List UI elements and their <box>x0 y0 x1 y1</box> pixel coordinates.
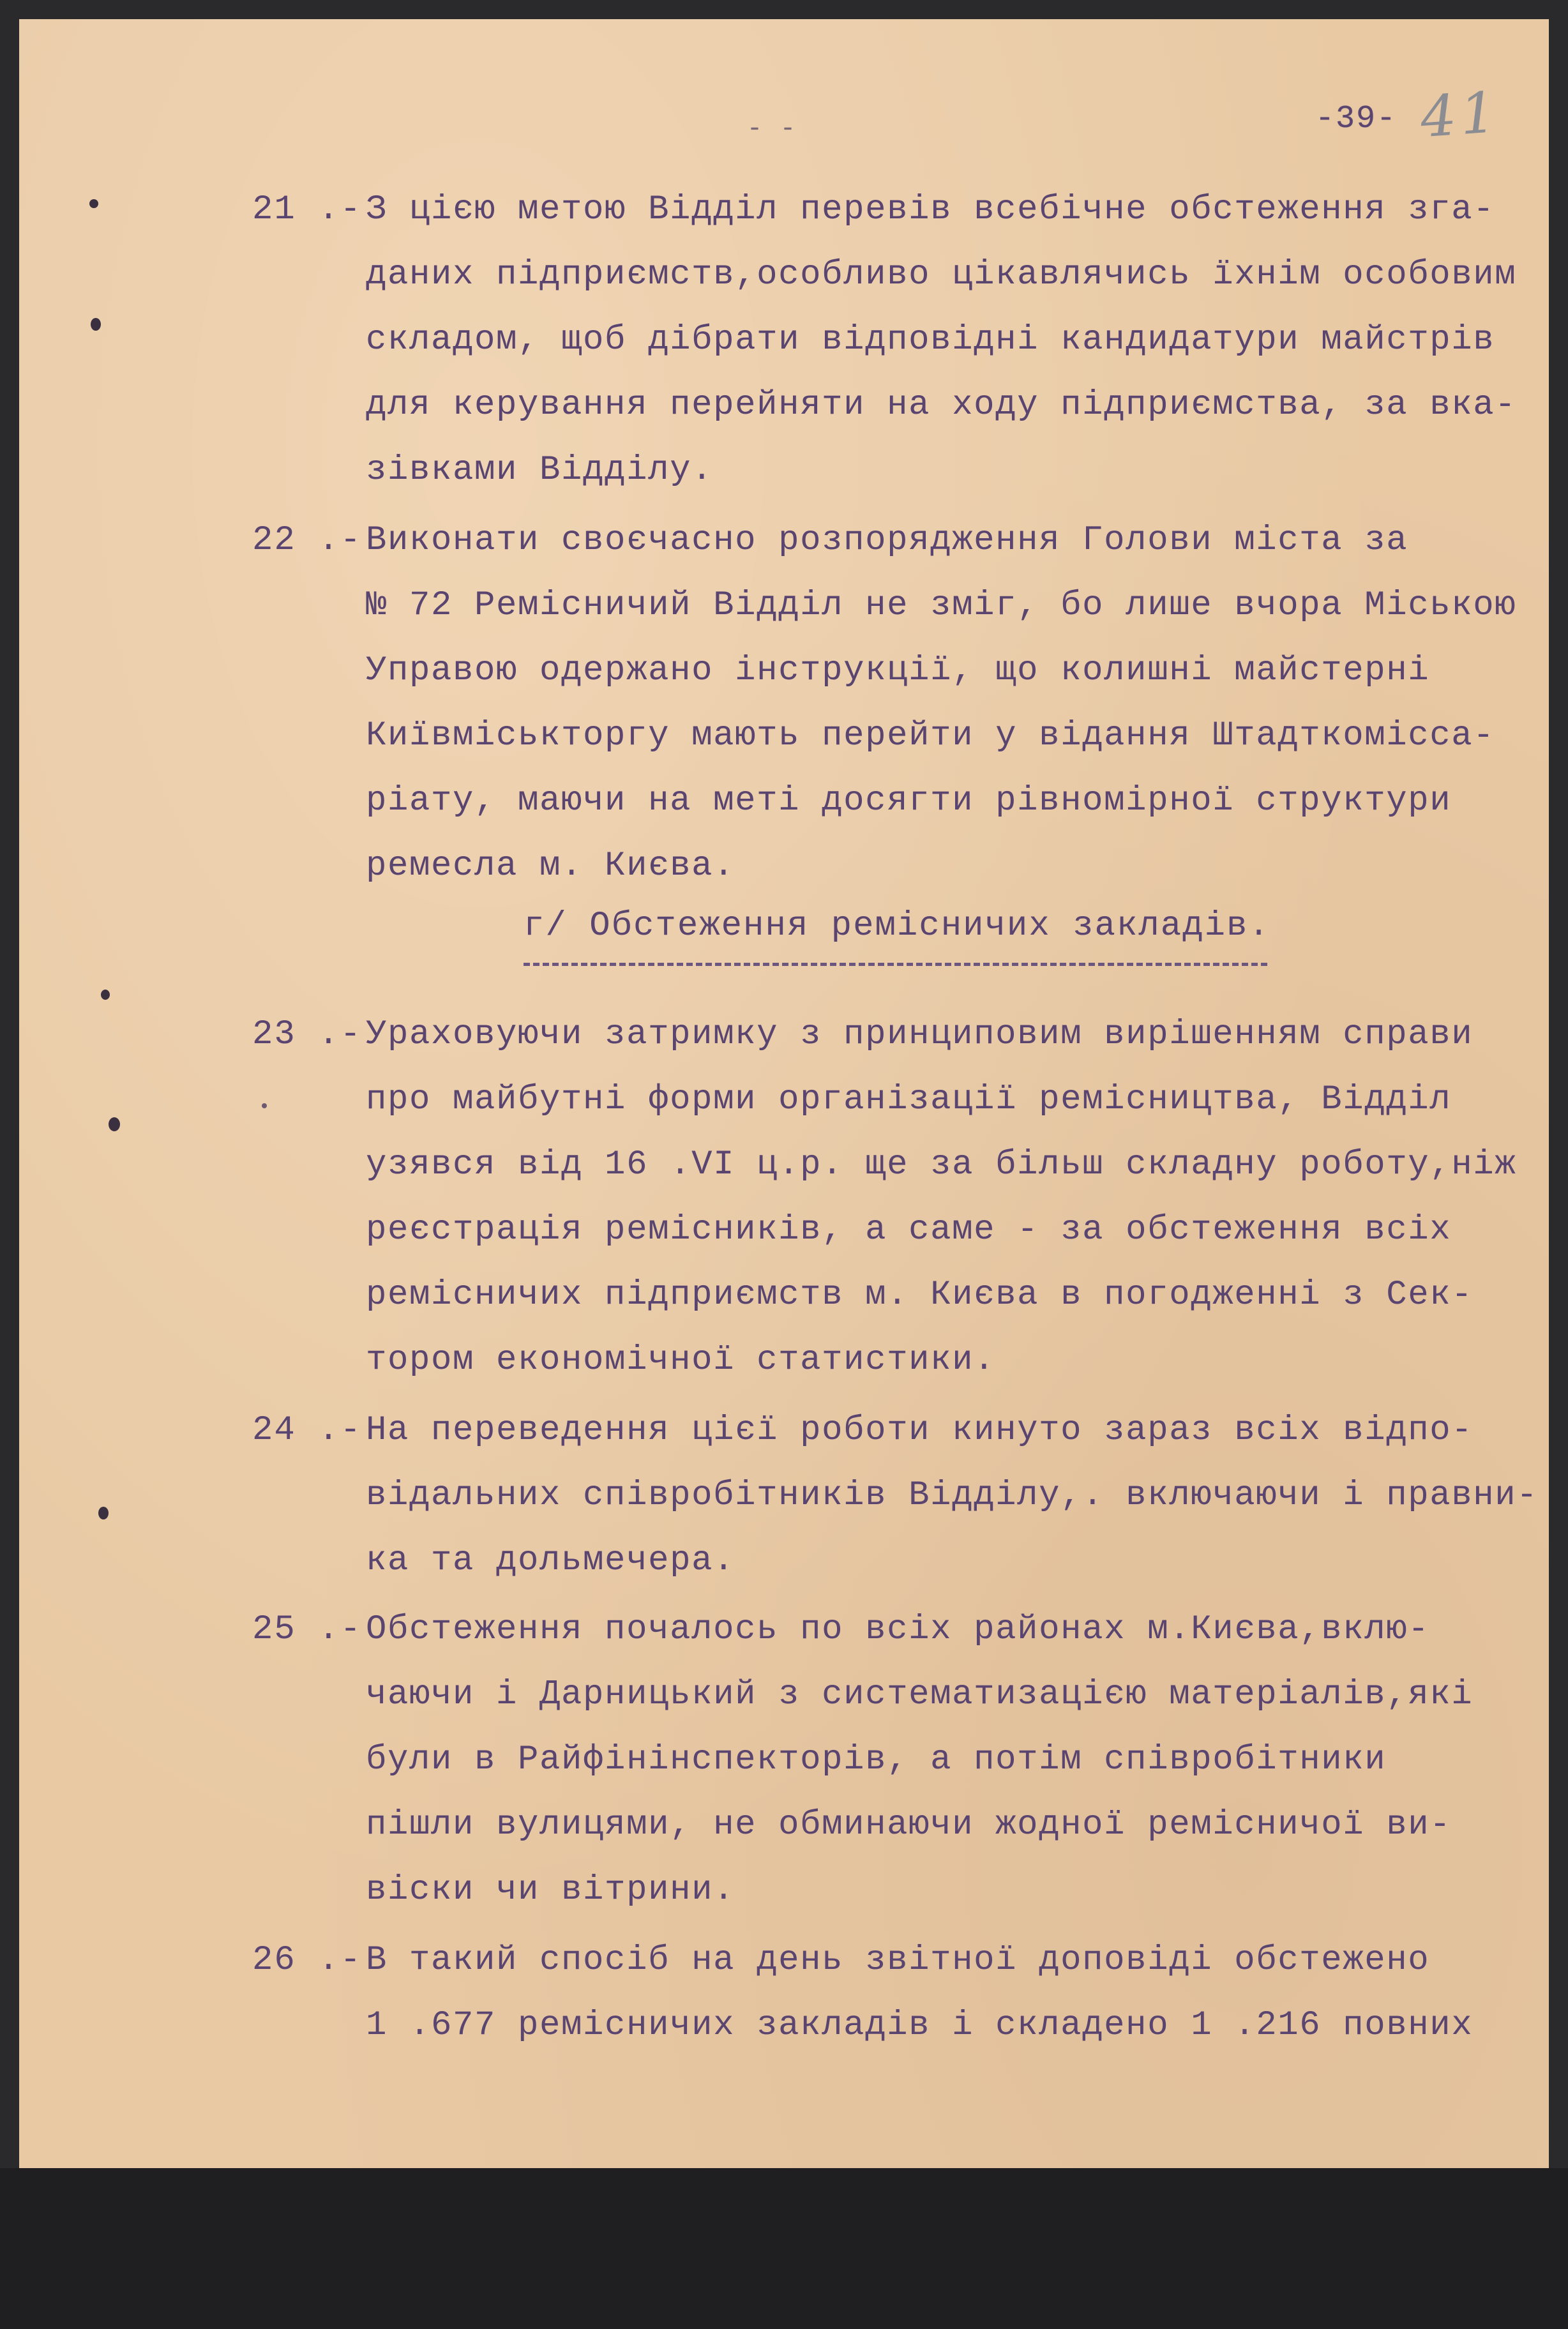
text-line: складом, щоб дібрати відповідні кандидатури майстрів <box>366 320 1495 359</box>
paper-speck <box>98 1507 109 1519</box>
paper-speck <box>89 199 98 208</box>
text-line: віски чи вітрини. <box>366 1871 735 1910</box>
text-line: Київміськторгу мають перейти у відання Штадткомісса- <box>366 716 1495 755</box>
text-line: ремесла м. Києва. <box>366 847 735 886</box>
text-line: узявся від 16 .VI ц.р. ще за більш складну роботу,ніж <box>366 1145 1517 1184</box>
paragraph-number: 26 .- <box>252 1941 363 1980</box>
paragraph-text <box>366 1941 1553 2071</box>
top-dash-mark: - - <box>747 115 797 144</box>
paragraph-text <box>366 1411 1553 1606</box>
text-line: На переведення цієї роботи кинуто зараз всіх відпо- <box>366 1411 1474 1450</box>
section-heading: г/ Обстеження ремісничих закладів. <box>524 907 1270 946</box>
text-line: ремісничих підприємств м. Києва в погодженні з Сек- <box>366 1276 1474 1315</box>
text-line: реєстрація ремісників, а саме - за обстеження всіх <box>366 1210 1452 1249</box>
text-line: 1 .677 ремісничих закладів і складено 1 .216 повних <box>366 2006 1474 2045</box>
text-line: ріату, маючи на меті досягти рівномірної структури <box>366 781 1452 820</box>
text-line: були в Райфінінспекторів, а потім співробітники <box>366 1740 1387 1779</box>
text-line: Управою одержано інструкції, що колишні майстерні <box>366 651 1430 690</box>
text-line: чаючи і Дарницький з систематизацією матеріалів,які <box>366 1675 1474 1714</box>
scan-background <box>0 2168 1568 2329</box>
paragraph-text <box>366 190 1553 516</box>
text-line: Обстеження почалось по всіх районах м.Києва,вклю- <box>366 1610 1430 1649</box>
document-page <box>19 19 1549 2168</box>
text-line: пішли вулицями, не обминаючи жодної ремісничої ви- <box>366 1805 1452 1844</box>
paragraph-text <box>366 1610 1553 1936</box>
text-line: даних підприємств,особливо цікавлячись їхнім особовим <box>366 255 1517 294</box>
text-line: зівками Відділу. <box>366 451 714 490</box>
paragraph-number: 24 .- <box>252 1411 363 1450</box>
text-line: відальних співробітників Відділу,. включаючи і правни- <box>366 1476 1539 1515</box>
text-line: Виконати своєчасно розпорядження Голови міста за <box>366 521 1408 560</box>
paper-speck <box>101 990 110 1000</box>
paragraph-number: 25 .- <box>252 1610 363 1649</box>
text-line: З цією метою Відділ перевів всебічне обстеження зга- <box>366 190 1495 229</box>
paper-speck <box>109 1117 120 1131</box>
paragraph-number: 22 .- <box>252 521 363 560</box>
paragraph-text <box>366 1015 1553 1406</box>
text-line: В такий спосіб на день звітної доповіді обстежено <box>366 1941 1430 1980</box>
paragraph-number: 21 .- <box>252 190 363 229</box>
text-line: про майбутні форми організації ремісництва, Відділ <box>366 1080 1452 1119</box>
paragraph-text <box>366 521 1553 912</box>
heading-dashed-underline <box>524 963 1267 966</box>
text-line: № 72 Ремісничий Відділ не зміг, бо лише вчора Міською <box>366 586 1517 625</box>
archive-pencil-number: 41 <box>1418 79 1502 151</box>
text-line: Ураховуючи затримку з принциповим вирішенням справи <box>366 1015 1474 1054</box>
page-number: -39- <box>1315 101 1398 137</box>
text-line: для керування перейняти на ходу підприємства, за вка- <box>366 386 1517 425</box>
text-line: тором економічної статистики. <box>366 1341 996 1380</box>
paper-speck <box>262 1103 267 1108</box>
paper-speck <box>91 318 101 331</box>
paragraph-number: 23 .- <box>252 1015 363 1054</box>
text-line: ка та дольмечера. <box>366 1541 735 1580</box>
